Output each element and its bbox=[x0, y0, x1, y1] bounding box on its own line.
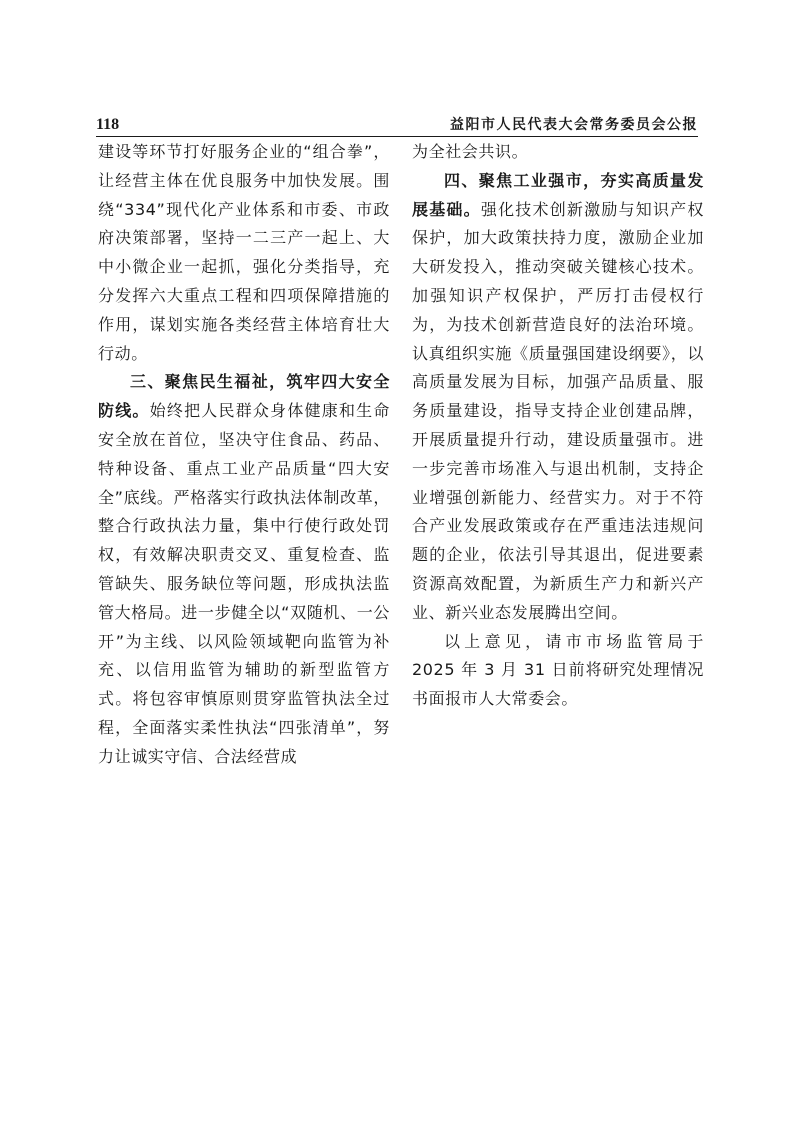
section-four-body: 强化技术创新激励与知识产权保护，加大政策扶持力度，激励企业加大研发投入，推动突破关键核心技术。加强知识产权保护，严厉打击侵权行为，为技术创新营造良好的法治环境。认真组织实施《质量强国建设纲要》，以高质量发展为目标，加强产品质量、服务质量建设，指导支持企业创建品牌，开展质量提升行动，建设质量强市。进一步完善市场准入与退出机制，支持企业增强创新能力、经营实力。对于不符合产业发展政策或存在严重违法违规问题的企业，依法引导其退出，促进要素资源高效配置，为新质生产力和新兴产业、新兴业态发展腾出空间。 bbox=[412, 199, 704, 622]
page-header bbox=[96, 112, 698, 138]
left-column bbox=[98, 138, 390, 772]
header-rule bbox=[96, 136, 698, 137]
paragraph-continued-end: 为全社会共识。 bbox=[412, 142, 529, 161]
page-number: 118 bbox=[96, 116, 120, 133]
section-three-paragraph bbox=[98, 368, 390, 771]
journal-title: 益阳市人民代表大会常务委员会公报 bbox=[450, 117, 698, 133]
section-four-heading: 四、聚焦工业强市，夯实高质量发展基础。 bbox=[412, 170, 704, 219]
right-column bbox=[412, 138, 704, 714]
section-three-body: 始终把人民群众身体健康和生命安全放在首位，坚决守住食品、药品、特种设备、重点工业产品质量“四大安全”底线。严格落实行政执法体制改革，整合行政执法力量，集中行使行政处罚权，有效解决职责交叉、重复检查、监管缺失、服务缺位等问题，形成执法监管大格局。进一步健全以“双随机、一公开”为主线、以风险领域靶向监管为补充、以信用监管为辅助的新型监管方式。将包容审慎原则贯穿监管执法全过程，全面落实柔性执法“四张清单”，努力让诚实守信、合法经营成 bbox=[98, 401, 390, 766]
closing-paragraph: 以上意见，请市市场监管局于 2025 年 3 月 31 日前将研究处理情况书面报市人大常委会。 bbox=[412, 631, 704, 709]
section-three-heading: 三、聚焦民生福祉，筑牢四大安全防线。 bbox=[98, 372, 390, 421]
section-four-paragraph bbox=[412, 167, 704, 628]
paragraph-continued: 建设等环节打好服务企业的“组合拳”，让经营主体在优良服务中加快发展。围绕“334”现代化产业体系和市委、市政府决策部署，坚持一二三产一起上、大中小微企业一起抓，强化分类指导，充分发挥六大重点工程和四项保障措施的作用，谋划实施各类经营主体培育壮大行动。 bbox=[98, 142, 390, 363]
